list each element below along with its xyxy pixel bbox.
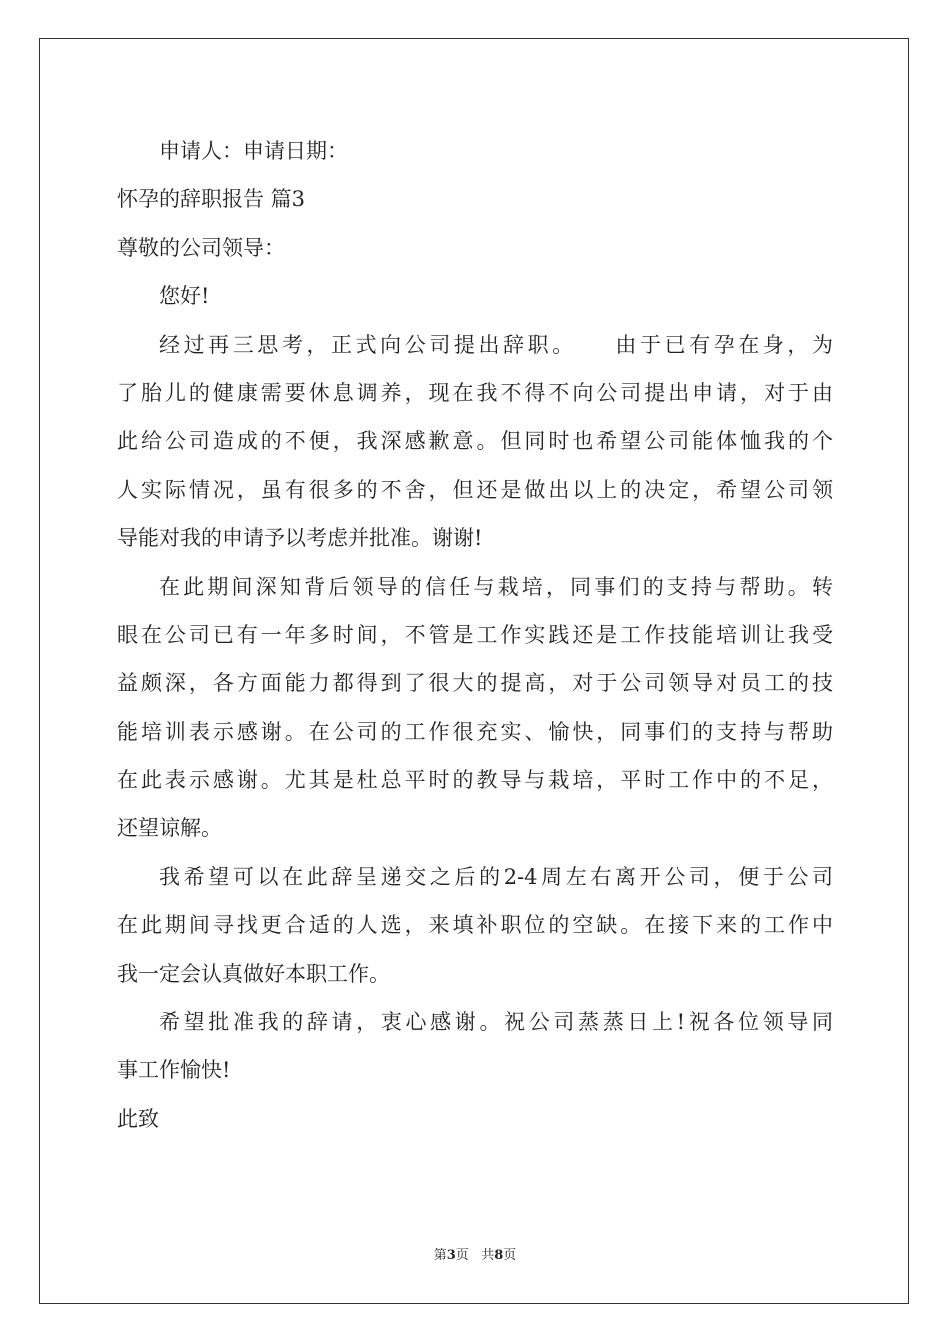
text-line: 此致 [117, 1106, 159, 1131]
text-line: 申请人：申请日期： [159, 139, 348, 163]
document-body [117, 127, 833, 1143]
text-line: 眼在公司已有一年多时间，不管是工作实践还是工作技能培训让我受 [117, 622, 833, 647]
text-line: 事工作愉快! [117, 1058, 231, 1083]
text-line: 了胎儿的健康需要休息调养，现在我不得不向公司提出申请，对于由 [117, 380, 833, 405]
text-line: 能培训表示感谢。在公司的工作很充实、愉快，同事们的支持与帮助 [117, 719, 833, 744]
total-label-suffix: 页 [503, 1248, 517, 1263]
current-page-number: 3 [446, 1248, 456, 1263]
total-label-prefix: 共 [481, 1248, 495, 1263]
page-label-prefix: 第 [433, 1248, 447, 1263]
text-line: 此给公司造成的不便，我深感歉意。但同时也希望公司能体恤我的个 [117, 429, 833, 454]
text-line: 经过再三思考，正式向公司提出辞职。 由于已有孕在身，为 [159, 332, 833, 357]
page-label-suffix: 页 [455, 1248, 469, 1263]
text-line: 我一定会认真做好本职工作。 [117, 961, 390, 986]
text-line: 您好! [159, 284, 210, 309]
text-line: 在此期间深知背后领导的信任与栽培，同事们的支持与帮助。转 [159, 574, 833, 599]
text-line: 导能对我的申请予以考虑并批准。谢谢! [117, 526, 483, 551]
text-line: 我希望可以在此辞呈递交之后的2-4周左右离开公司，便于公司 [159, 864, 833, 889]
page-footer [0, 1244, 950, 1263]
text-line: 怀孕的辞职报告 篇3 [117, 187, 306, 212]
text-line: 尊敬的公司领导： [117, 235, 285, 260]
text-line: 希望批准我的辞请，衷心感谢。祝公司蒸蒸日上!祝各位领导同 [159, 1010, 833, 1035]
text-line: 在此期间寻找更合适的人选，来填补职位的空缺。在接下来的工作中 [117, 913, 833, 938]
total-pages-number: 8 [494, 1248, 504, 1263]
text-line: 在此表示感谢。尤其是杜总平时的教导与栽培，平时工作中的不足， [117, 768, 833, 793]
text-line: 人实际情况，虽有很多的不舍，但还是做出以上的决定，希望公司领 [117, 477, 833, 502]
text-line: 益颇深，各方面能力都得到了很大的提高，对于公司领导对员工的技 [117, 671, 833, 696]
text-line: 还望谅解。 [117, 816, 222, 841]
